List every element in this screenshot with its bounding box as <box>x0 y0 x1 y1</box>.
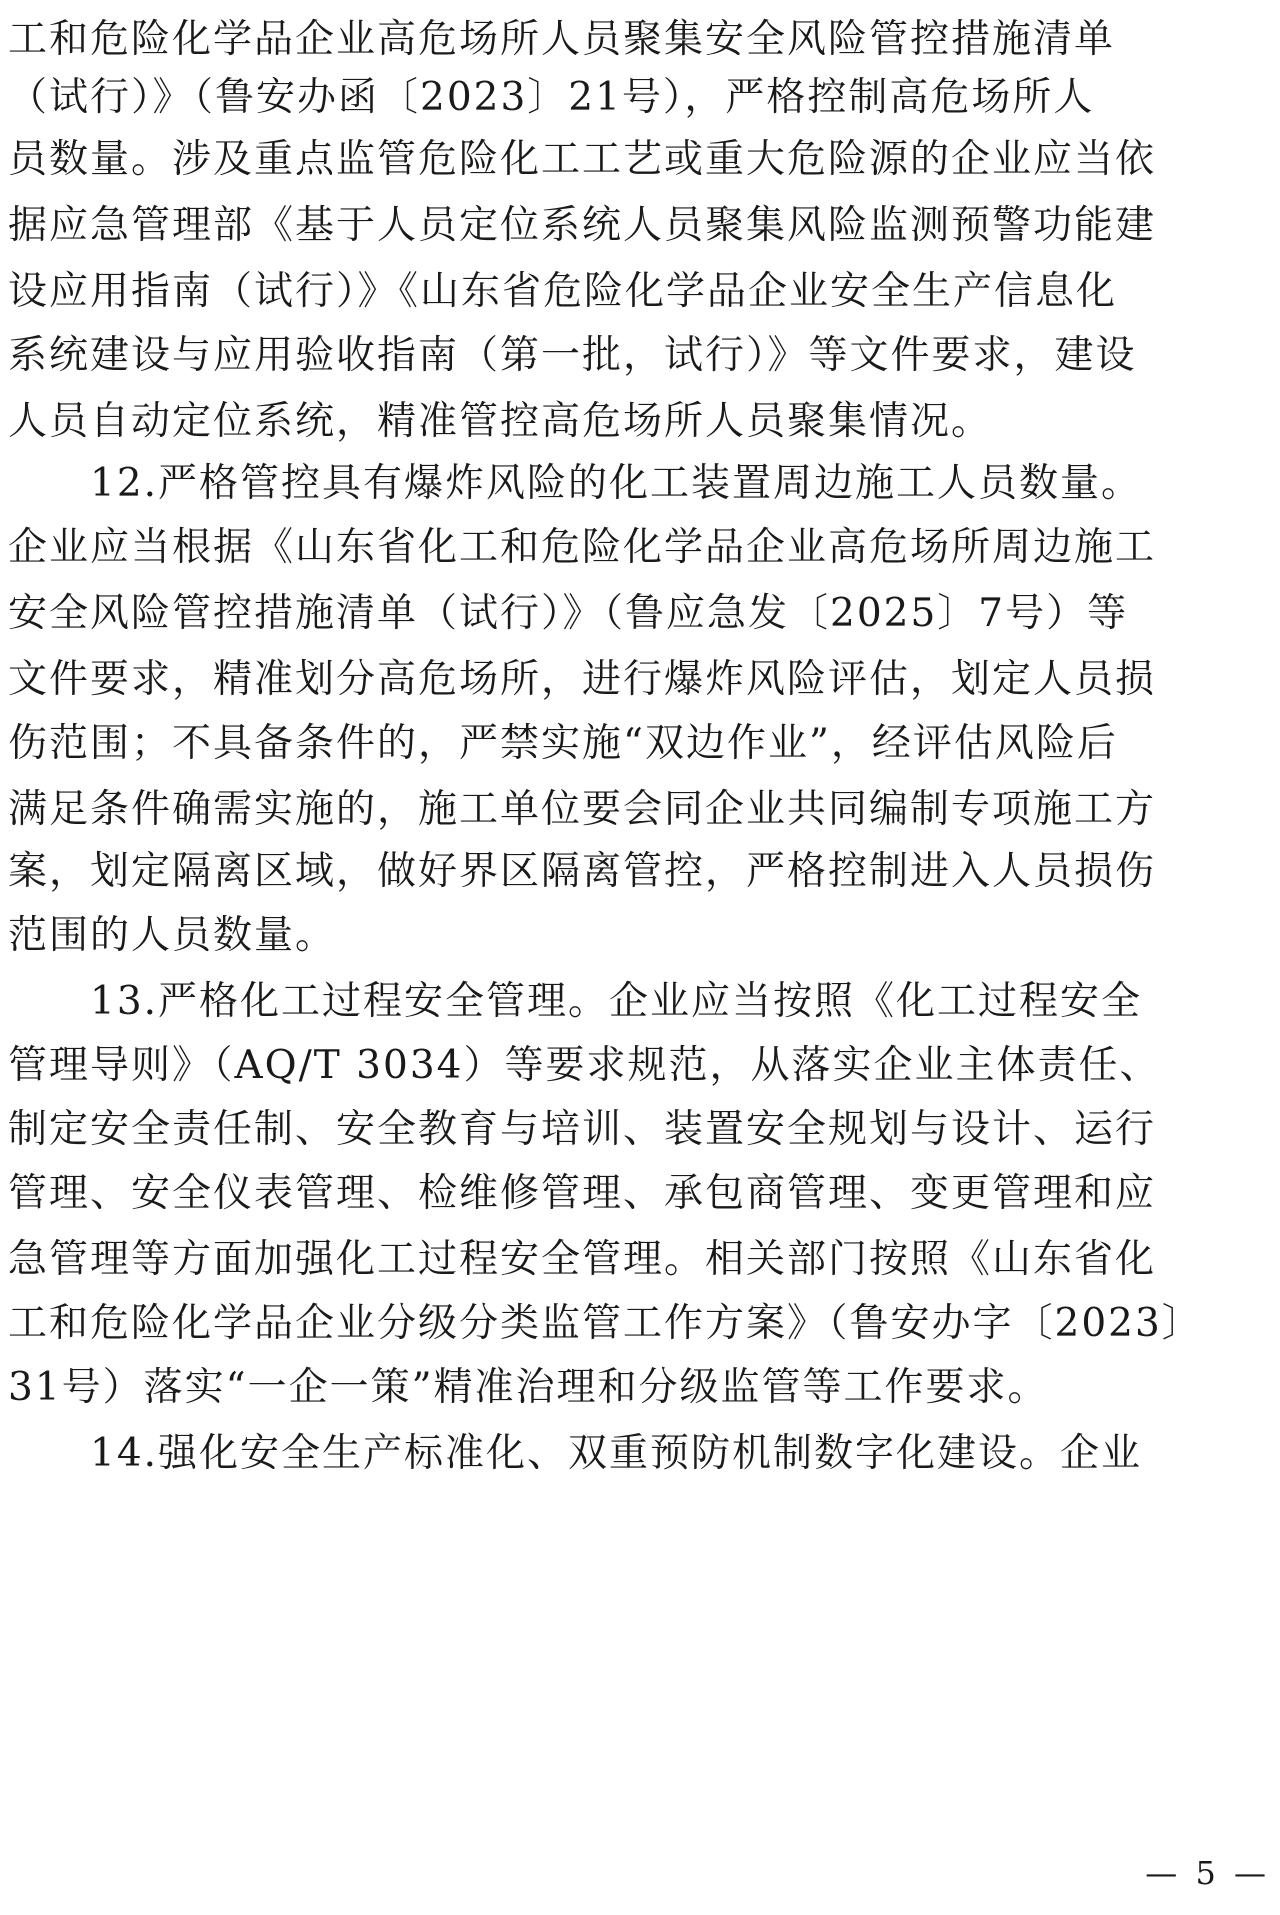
text-line: 急管理等方面加强化工过程安全管理。相关部门按照《山东省化 <box>8 1237 1157 1282</box>
text-line: 文件要求，精准划分高危场所，进行爆炸风险评估，划定人员损 <box>8 657 1157 702</box>
text-line: 工和危险化学品企业高危场所人员聚集安全风险管控措施清单 <box>8 17 1116 62</box>
paragraph-13-start: 13.严格化工过程安全管理。企业应当按照《化工过程安全 <box>8 979 1143 1024</box>
text-line: 31号）落实“一企一策”精准治理和分级监管等工作要求。 <box>8 1365 1049 1410</box>
text-line: 安全风险管控措施清单（试行）》（鲁应急发〔2025〕7号）等 <box>8 591 1129 636</box>
text-line: 满足条件确需实施的，施工单位要会同企业共同编制专项施工方 <box>8 787 1157 832</box>
text-line: 案，划定隔离区域，做好界区隔离管控，严格控制进入人员损伤 <box>8 849 1157 894</box>
text-line: 员数量。涉及重点监管危险化工工艺或重大危险源的企业应当依 <box>8 137 1157 182</box>
text-line: 工和危险化学品企业分级分类监管工作方案》（鲁安办字〔2023〕 <box>8 1301 1203 1346</box>
text-line: 系统建设与应用验收指南（第一批，试行）》等文件要求，建设 <box>8 333 1137 378</box>
text-line: 范围的人员数量。 <box>8 913 337 958</box>
paragraph-14-start: 14.强化安全生产标准化、双重预防机制数字化建设。企业 <box>8 1431 1143 1476</box>
paragraph-12-start: 12.严格管控具有爆炸风险的化工装置周边施工人员数量。 <box>8 461 1143 506</box>
text-line: 人员自动定位系统，精准管控高危场所人员聚集情况。 <box>8 399 993 444</box>
page-number: — 5 — <box>1145 1854 1270 1892</box>
text-line: 伤范围；不具备条件的，严禁实施“双边作业”，经评估风险后 <box>8 721 1118 766</box>
text-line: 管理导则》（AQ/T 3034）等要求规范，从落实企业主体责任、 <box>8 1043 1161 1088</box>
text-line: 设应用指南（试行）》《山东省危险化学品企业安全生产信息化 <box>8 269 1118 314</box>
text-line: 制定安全责任制、安全教育与培训、装置安全规划与设计、运行 <box>8 1107 1157 1152</box>
text-line: （试行）》（鲁安办函〔2023〕21号），严格控制高危场所人 <box>8 75 1095 120</box>
text-line: 管理、安全仪表管理、检维修管理、承包商管理、变更管理和应 <box>8 1171 1157 1216</box>
text-line: 企业应当根据《山东省化工和危险化学品企业高危场所周边施工 <box>8 525 1157 570</box>
text-line: 据应急管理部《基于人员定位系统人员聚集风险监测预警功能建 <box>8 203 1157 248</box>
